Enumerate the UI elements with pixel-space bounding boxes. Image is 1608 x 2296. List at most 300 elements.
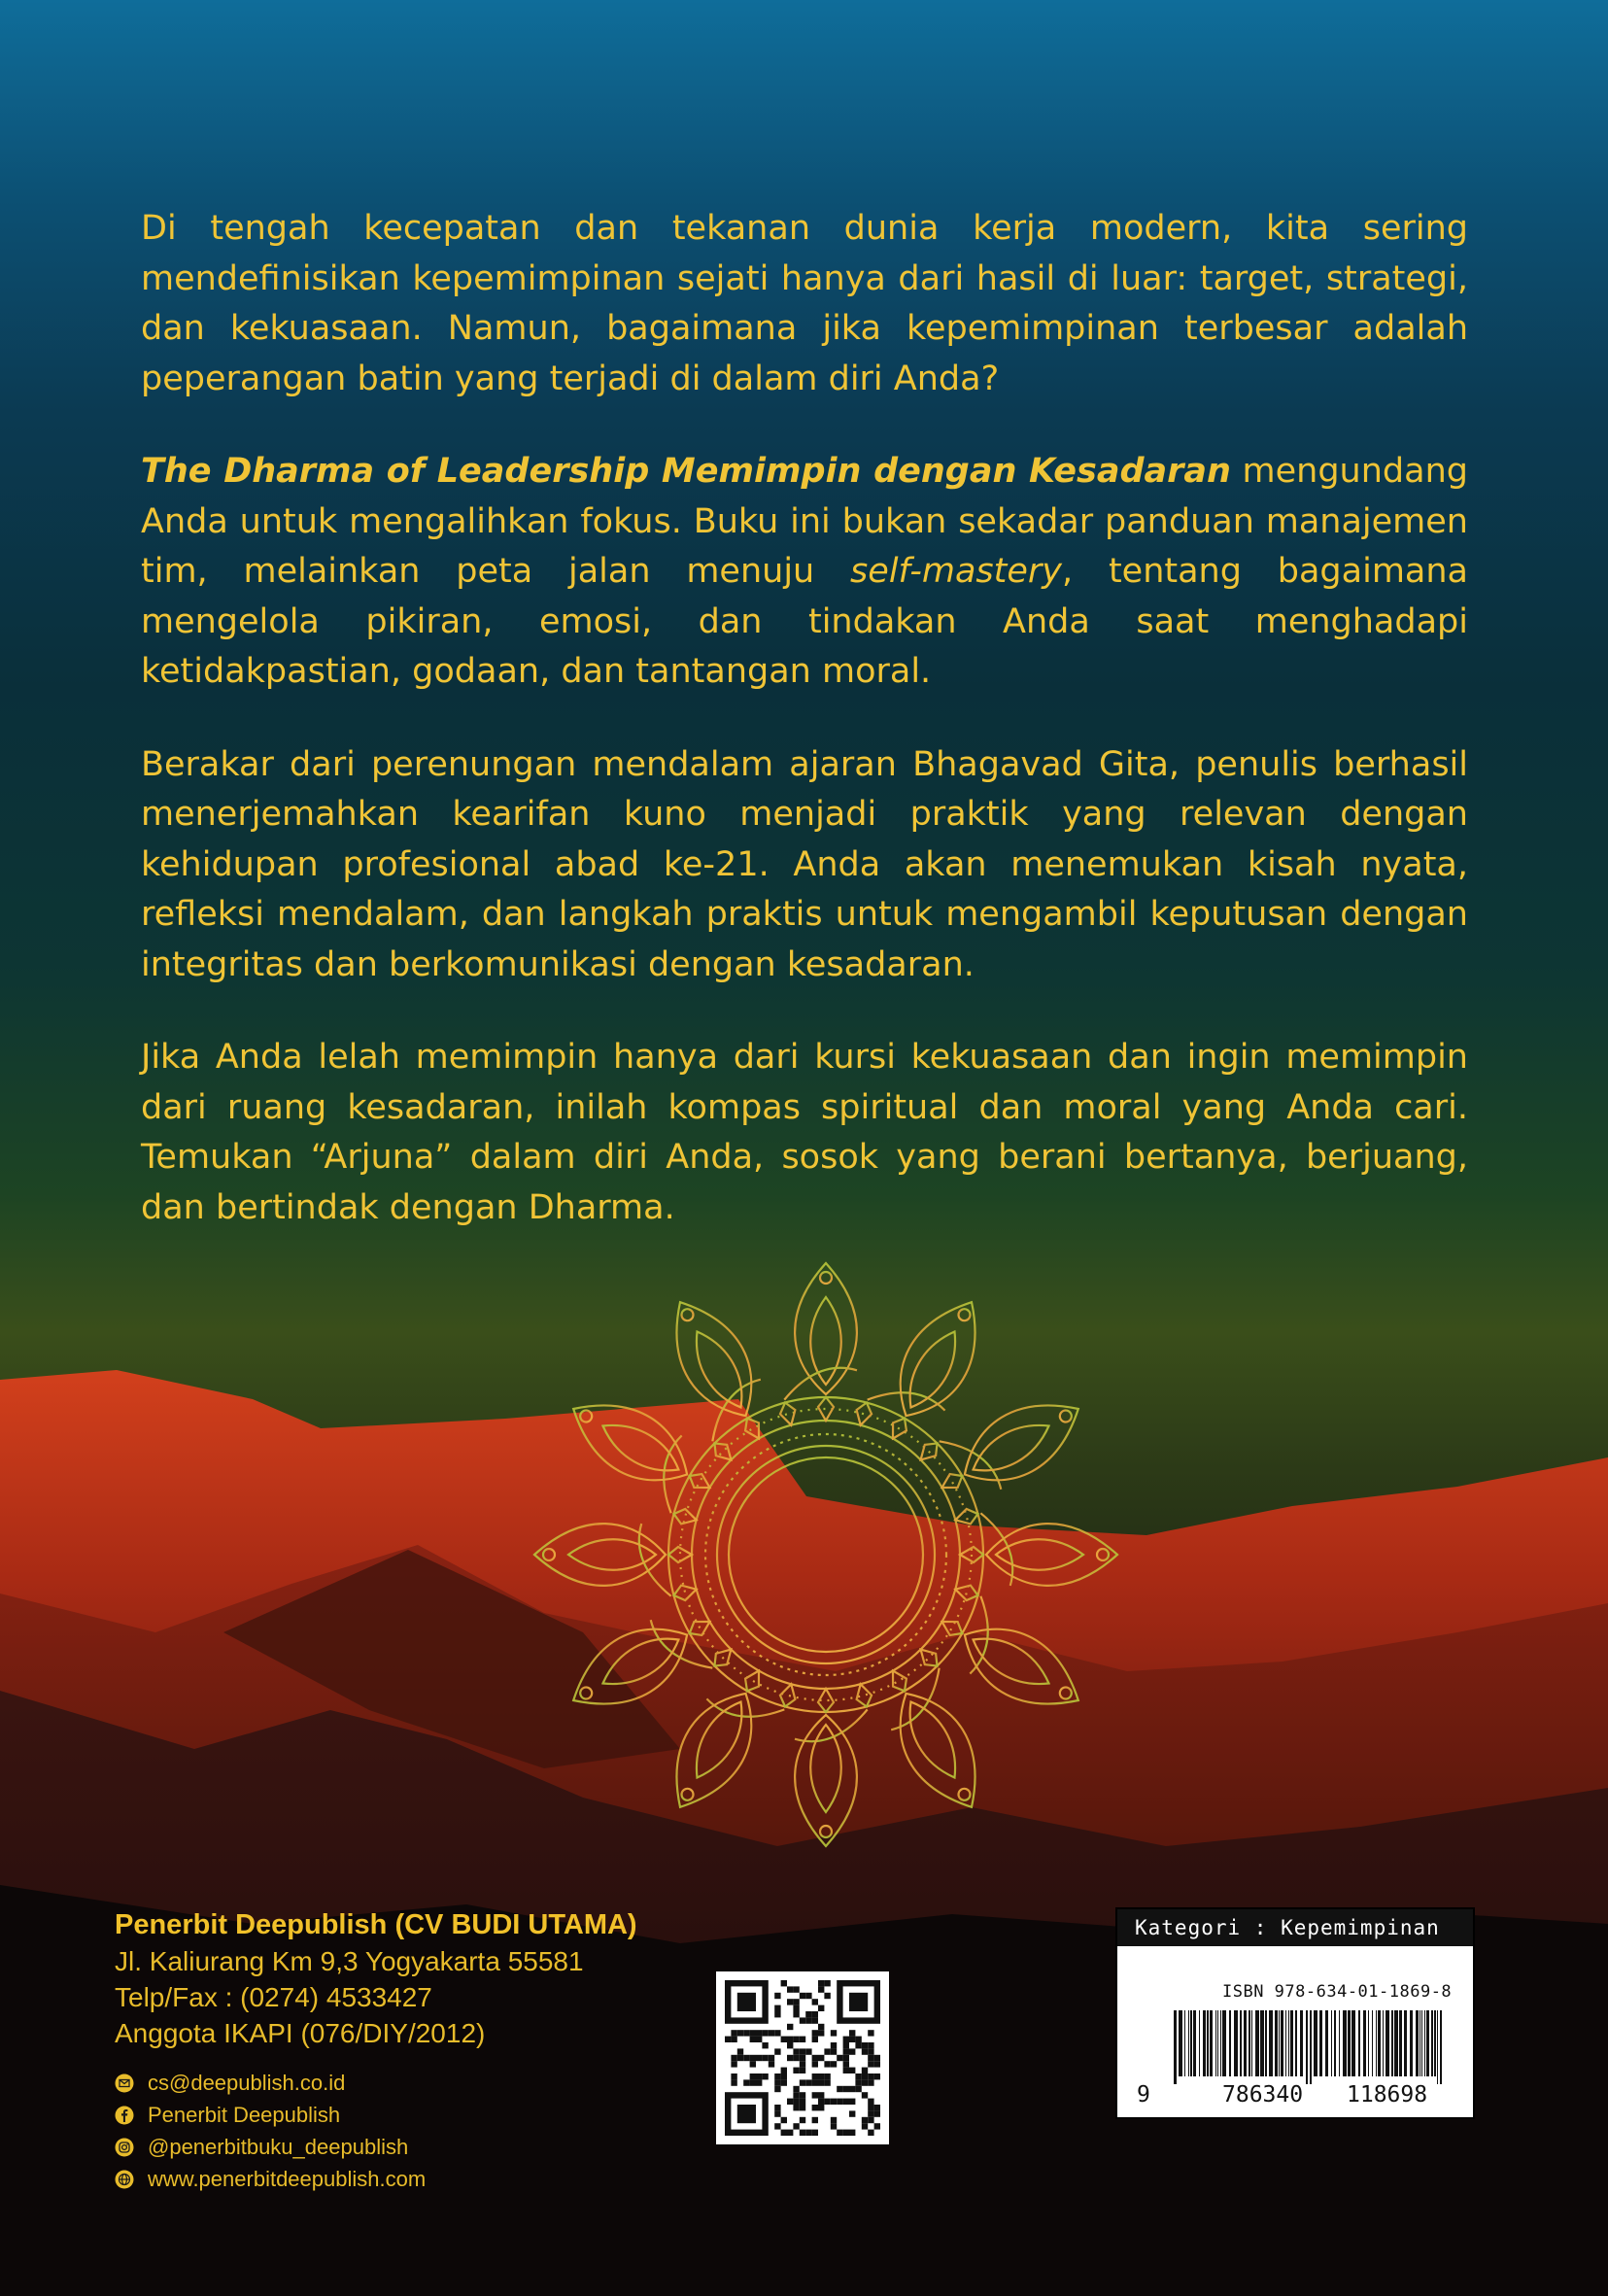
qr-module bbox=[731, 2055, 736, 2061]
qr-module bbox=[849, 2068, 855, 2073]
qr-module bbox=[837, 2055, 842, 2061]
qr-module bbox=[868, 2105, 873, 2110]
qr-module bbox=[731, 2037, 736, 2042]
qr-module bbox=[843, 2055, 849, 2061]
qr-module bbox=[868, 2117, 873, 2123]
qr-module bbox=[737, 2030, 743, 2036]
qr-module bbox=[793, 2068, 799, 2073]
qr-module bbox=[849, 2048, 855, 2054]
mandala-arc bbox=[961, 1596, 999, 1676]
mandala-inner-petal bbox=[966, 1413, 1057, 1483]
qr-module bbox=[868, 2130, 873, 2136]
mandala-diamond bbox=[668, 1547, 692, 1562]
qr-module bbox=[731, 2061, 736, 2067]
qr-module bbox=[787, 2130, 793, 2136]
mandala-arc bbox=[704, 1690, 784, 1728]
qr-module bbox=[793, 2092, 799, 2098]
qr-module bbox=[774, 2105, 780, 2110]
qr-module bbox=[843, 2061, 849, 2067]
barcode-bar bbox=[1281, 2010, 1283, 2076]
mandala-arc bbox=[654, 1433, 692, 1513]
qr-module bbox=[793, 2011, 799, 2017]
qr-module bbox=[793, 1986, 799, 1992]
qr-module bbox=[831, 2030, 837, 2036]
qr-module bbox=[774, 2030, 780, 2036]
barcode-bar bbox=[1386, 2010, 1389, 2076]
qr-module bbox=[793, 2055, 799, 2061]
barcode-bar bbox=[1265, 2010, 1267, 2076]
qr-module bbox=[781, 2073, 787, 2079]
qr-module bbox=[824, 2073, 830, 2079]
qr-module bbox=[818, 2099, 824, 2105]
qr-module bbox=[812, 1999, 818, 2005]
publisher-address: Jl. Kaliurang Km 9,3 Yogyakarta 55581 bbox=[115, 1946, 584, 1976]
mandala-diamond bbox=[818, 1397, 834, 1421]
mandala-dot bbox=[820, 1826, 832, 1837]
mandala-dot bbox=[543, 1549, 555, 1560]
qr-module bbox=[800, 2099, 805, 2105]
qr-module bbox=[874, 2110, 880, 2116]
qr-module bbox=[862, 2068, 868, 2073]
qr-module bbox=[769, 2061, 774, 2067]
mandala-diamond bbox=[686, 1469, 714, 1494]
qr-module bbox=[781, 2037, 787, 2042]
qr-module bbox=[800, 1993, 805, 1999]
contact-facebook[interactable] bbox=[115, 2099, 698, 2131]
qr-module bbox=[849, 2099, 855, 2105]
barcode-bar bbox=[1310, 2010, 1312, 2084]
qr-module bbox=[762, 2042, 768, 2048]
qr-module bbox=[800, 2037, 805, 2042]
barcode-bar bbox=[1319, 2010, 1322, 2076]
qr-module bbox=[818, 2073, 824, 2079]
mandala-arc bbox=[779, 1362, 859, 1400]
barcode-digits-right: 118698 bbox=[1347, 2082, 1428, 2108]
qr-module bbox=[824, 2079, 830, 2085]
qr-module bbox=[824, 2099, 830, 2105]
barcode-bar bbox=[1255, 2010, 1259, 2076]
qr-module bbox=[787, 1999, 793, 2005]
qr-module bbox=[868, 2079, 873, 2085]
mandala-diamond bbox=[709, 1438, 736, 1465]
qr-module bbox=[868, 2110, 873, 2116]
barcode-bar bbox=[1363, 2010, 1366, 2076]
isbn-number: ISBN 978-634-01-1869-8 bbox=[1222, 1982, 1453, 2002]
blurb-paragraph-2-part-b: , tentang bagaimana mengelola pikiran, emosi, dan tindakan Anda saat menghadapi ketidakpastian, godaan, dan tantangan moral. bbox=[141, 552, 1468, 691]
qr-module bbox=[774, 2123, 780, 2129]
qr-finder-center bbox=[849, 1993, 868, 2011]
mandala-outer-petal bbox=[558, 1382, 702, 1501]
barcode-bar bbox=[1220, 2010, 1221, 2076]
mandala-outer-petal bbox=[879, 1286, 999, 1431]
qr-module bbox=[774, 2110, 780, 2116]
qr-module bbox=[843, 2099, 849, 2105]
qr-finder-center bbox=[737, 1993, 756, 2011]
qr-module bbox=[837, 2130, 842, 2136]
qr-module bbox=[874, 2123, 880, 2129]
barcode-bar bbox=[1331, 2010, 1332, 2076]
qr-module bbox=[849, 2037, 855, 2042]
qr-module bbox=[849, 2130, 855, 2136]
qr-module bbox=[774, 2048, 780, 2054]
qr-module bbox=[774, 2086, 780, 2092]
mandala-diamond bbox=[939, 1615, 967, 1640]
qr-module bbox=[812, 2117, 818, 2123]
barcode-digit-first: 9 bbox=[1137, 2082, 1150, 2108]
barcode-bar bbox=[1288, 2010, 1289, 2076]
mandala-ornament bbox=[525, 1253, 1127, 1856]
mandala-inner-petal bbox=[810, 1297, 841, 1385]
qr-module bbox=[756, 2055, 762, 2061]
qr-finder-center bbox=[737, 2105, 756, 2123]
contact-email[interactable] bbox=[115, 2067, 698, 2099]
barcode-bar bbox=[1300, 2010, 1303, 2076]
barcode-bar bbox=[1199, 2010, 1200, 2076]
mandala-outer-petal bbox=[653, 1286, 772, 1431]
mandala-dot bbox=[1058, 1685, 1074, 1700]
qr-module bbox=[750, 2037, 756, 2042]
publisher-info bbox=[115, 1906, 698, 2195]
mandala-inner-petal bbox=[996, 1539, 1083, 1570]
mandala-dot bbox=[1097, 1549, 1109, 1560]
qr-module bbox=[849, 2086, 855, 2092]
barcode-digits-left: 786340 bbox=[1222, 2082, 1304, 2108]
qr-module bbox=[793, 2123, 799, 2129]
barcode-bar bbox=[1334, 2010, 1336, 2076]
qr-module bbox=[824, 2061, 830, 2067]
website-url: www.penerbitdeepublish.com bbox=[148, 2167, 427, 2191]
qr-module bbox=[781, 2068, 787, 2073]
qr-module bbox=[812, 2092, 818, 2098]
qr-module bbox=[862, 2048, 868, 2054]
qr-module bbox=[800, 2061, 805, 2067]
barcode-bar bbox=[1285, 2010, 1286, 2076]
qr-module bbox=[750, 2055, 756, 2061]
barcode-bar bbox=[1207, 2010, 1209, 2076]
barcode-bar bbox=[1376, 2010, 1377, 2076]
barcode-bar bbox=[1260, 2010, 1264, 2076]
qr-module bbox=[781, 2079, 787, 2085]
barcode-bar bbox=[1229, 2010, 1231, 2076]
qr-module bbox=[868, 2030, 873, 2036]
qr-module bbox=[787, 2024, 793, 2030]
qr-module bbox=[750, 2061, 756, 2067]
qr-module bbox=[800, 2048, 805, 2054]
qr-module bbox=[793, 2099, 799, 2105]
mandala-diamond bbox=[818, 1689, 834, 1712]
barcode-bar bbox=[1203, 2010, 1206, 2076]
barcode-bar bbox=[1217, 2010, 1218, 2076]
qr-module bbox=[737, 2048, 743, 2054]
qr-module bbox=[824, 2048, 830, 2054]
qr-module bbox=[731, 2073, 736, 2079]
qr-module bbox=[831, 2042, 837, 2048]
qr-module bbox=[774, 2011, 780, 2017]
mandala-diamond bbox=[740, 1667, 766, 1696]
facebook-page: Penerbit Deepublish bbox=[148, 2103, 341, 2127]
barcode-bar bbox=[1368, 2010, 1369, 2076]
qr-module bbox=[793, 2048, 799, 2054]
qr-module bbox=[874, 2055, 880, 2061]
qr-module bbox=[812, 2037, 818, 2042]
qr-module bbox=[855, 2086, 861, 2092]
qr-module bbox=[793, 2086, 799, 2092]
qr-module bbox=[781, 1980, 787, 1986]
qr-module bbox=[831, 2123, 837, 2129]
qr-module bbox=[831, 2099, 837, 2105]
qr-module bbox=[787, 2037, 793, 2042]
qr-module bbox=[762, 2073, 768, 2079]
blurb-paragraph-4: Jika Anda lelah memimpin hanya dari kursi kekuasaan dan ingin memimpin dari ruang kesadaran, inilah kompas spiritual dan moral yang Anda cari. Temukan “Arjuna” dalam diri Anda, sosok yang berani bertanya, berjuang, dan bertindak dengan Dharma. bbox=[141, 1038, 1468, 1227]
mandala-inner-petal bbox=[898, 1695, 968, 1786]
qr-module bbox=[800, 2130, 805, 2136]
email-address: cs@deepublish.co.id bbox=[148, 2071, 346, 2095]
qr-module bbox=[868, 2042, 873, 2048]
instagram-icon bbox=[115, 2138, 134, 2157]
barcode-bar bbox=[1383, 2010, 1384, 2076]
qr-module bbox=[743, 2055, 749, 2061]
qr-module bbox=[812, 2061, 818, 2067]
barcode-bar bbox=[1426, 2010, 1429, 2076]
qr-module bbox=[793, 1999, 799, 2005]
qr-module bbox=[862, 2073, 868, 2079]
qr-module bbox=[800, 2079, 805, 2085]
qr-module bbox=[849, 2030, 855, 2036]
barcode-bar bbox=[1378, 2010, 1381, 2076]
qr-module bbox=[818, 2105, 824, 2110]
qr-module bbox=[774, 2005, 780, 2011]
barcode-bar bbox=[1351, 2010, 1355, 2076]
barcode-bar bbox=[1190, 2010, 1192, 2076]
email-icon bbox=[115, 2073, 134, 2093]
qr-module bbox=[725, 2037, 731, 2042]
qr-module bbox=[831, 2117, 837, 2123]
barcode-bar bbox=[1391, 2010, 1393, 2076]
globe-icon bbox=[115, 2170, 134, 2189]
qr-module bbox=[812, 2030, 818, 2036]
barcode-bar bbox=[1339, 2010, 1340, 2076]
qr-module bbox=[805, 2011, 811, 2017]
qr-module bbox=[812, 2017, 818, 2023]
barcode-bar bbox=[1348, 2010, 1351, 2076]
qr-module bbox=[855, 2042, 861, 2048]
mandala-dot bbox=[956, 1307, 972, 1322]
qr-module bbox=[831, 2048, 837, 2054]
barcode-bar bbox=[1434, 2010, 1436, 2076]
self-mastery-term: self-mastery bbox=[850, 552, 1063, 591]
qr-module bbox=[855, 2073, 861, 2079]
barcode-bar bbox=[1410, 2010, 1413, 2076]
qr-module bbox=[818, 2079, 824, 2085]
barcode-bar bbox=[1399, 2010, 1402, 2076]
qr-module bbox=[800, 2068, 805, 2073]
barcode-bar bbox=[1279, 2010, 1280, 2076]
barcode-bar bbox=[1372, 2010, 1373, 2076]
qr-module bbox=[812, 2011, 818, 2017]
qr-module bbox=[855, 2079, 861, 2085]
barcode-bar bbox=[1269, 2010, 1273, 2076]
barcode bbox=[1174, 2010, 1444, 2084]
mandala-inner-petal bbox=[596, 1627, 687, 1696]
qr-module bbox=[843, 2086, 849, 2092]
mandala-outer-petal bbox=[653, 1678, 772, 1823]
blurb-paragraph-1: Di tengah kecepatan dan tekanan dunia kerja modern, kita sering mendefinisikan kepemimpinan sejati hanya dari hasil di luar: target, strategi, dan kekuasaan. Namun, bagaimana jika kepemimpinan terbesar adalah peperangan batin yang terjadi di dalam diri Anda? bbox=[141, 209, 1468, 398]
qr-module bbox=[874, 2061, 880, 2067]
qr-module bbox=[800, 2105, 805, 2110]
contact-instagram[interactable] bbox=[115, 2131, 698, 2163]
qr-code[interactable] bbox=[716, 1971, 889, 2144]
qr-module bbox=[862, 2123, 868, 2129]
qr-module bbox=[769, 2030, 774, 2036]
qr-module bbox=[800, 2055, 805, 2061]
qr-module bbox=[812, 2105, 818, 2110]
book-title-mention: The Dharma of Leadership Memimpin dengan Kesadaran bbox=[141, 452, 1231, 491]
qr-module bbox=[787, 1986, 793, 1992]
barcode-bar bbox=[1244, 2010, 1247, 2076]
qr-module bbox=[874, 2073, 880, 2079]
qr-module bbox=[756, 2073, 762, 2079]
qr-module bbox=[787, 2055, 793, 2061]
qr-module bbox=[787, 2042, 793, 2048]
barcode-bar bbox=[1421, 2010, 1422, 2076]
barcode-bar bbox=[1210, 2010, 1213, 2076]
qr-module bbox=[756, 2079, 762, 2085]
qr-code-graphic bbox=[716, 1971, 889, 2144]
barcode-bar bbox=[1343, 2010, 1347, 2076]
mandala-diamond bbox=[740, 1415, 766, 1443]
qr-module bbox=[868, 2073, 873, 2079]
barcode-bar bbox=[1179, 2010, 1182, 2076]
barcode-bar bbox=[1440, 2010, 1442, 2084]
back-cover-blurb bbox=[141, 204, 1468, 1276]
qr-module bbox=[862, 2079, 868, 2085]
barcode-bar bbox=[1222, 2010, 1226, 2076]
barcode-bar bbox=[1290, 2010, 1293, 2076]
mandala-diamond bbox=[915, 1644, 942, 1671]
qr-module bbox=[750, 2073, 756, 2079]
qr-module bbox=[812, 2073, 818, 2079]
qr-module bbox=[743, 2079, 749, 2085]
mandala-dot bbox=[578, 1685, 594, 1700]
qr-module bbox=[805, 2130, 811, 2136]
qr-module bbox=[812, 2130, 818, 2136]
mandala-dot bbox=[956, 1787, 972, 1802]
barcode-bar bbox=[1240, 2010, 1242, 2076]
mandala-inner-petal bbox=[810, 1725, 841, 1812]
qr-module bbox=[818, 2005, 824, 2011]
barcode-bar bbox=[1174, 2010, 1177, 2084]
mandala-outer-petal bbox=[949, 1382, 1094, 1501]
qr-module bbox=[781, 2130, 787, 2136]
mandala-diamond bbox=[886, 1667, 911, 1696]
qr-module bbox=[818, 2055, 824, 2061]
qr-module bbox=[868, 2055, 873, 2061]
qr-module bbox=[762, 2055, 768, 2061]
contact-website[interactable] bbox=[115, 2163, 698, 2195]
qr-module bbox=[843, 2042, 849, 2048]
qr-module bbox=[824, 1993, 830, 1999]
qr-module bbox=[793, 2105, 799, 2110]
qr-module bbox=[731, 2030, 736, 2036]
barcode-bar bbox=[1234, 2010, 1238, 2076]
qr-module bbox=[812, 2079, 818, 2085]
mandala-outer-petal bbox=[949, 1608, 1094, 1728]
qr-module bbox=[805, 2048, 811, 2054]
facebook-icon bbox=[115, 2106, 134, 2125]
qr-module bbox=[818, 2092, 824, 2098]
qr-module bbox=[831, 2061, 837, 2067]
qr-module bbox=[812, 2055, 818, 2061]
barcode-bar bbox=[1275, 2010, 1278, 2076]
qr-module bbox=[793, 2005, 799, 2011]
qr-module bbox=[843, 2130, 849, 2136]
qr-module bbox=[868, 2099, 873, 2105]
qr-module bbox=[818, 2030, 824, 2036]
qr-module bbox=[762, 2030, 768, 2036]
category-label: Kategori : Kepemimpinan bbox=[1117, 1909, 1473, 1946]
mandala-diamond bbox=[939, 1469, 967, 1494]
qr-module bbox=[793, 2037, 799, 2042]
qr-module bbox=[805, 1993, 811, 1999]
isbn-barcode-box bbox=[1115, 1907, 1475, 2119]
barcode-bar bbox=[1251, 2010, 1252, 2076]
qr-module bbox=[862, 2117, 868, 2123]
qr-module bbox=[824, 1980, 830, 1986]
mandala-dot bbox=[679, 1307, 695, 1322]
qr-module bbox=[843, 2048, 849, 2054]
qr-module bbox=[750, 2030, 756, 2036]
mandala-inner-petal bbox=[568, 1539, 656, 1570]
blurb-paragraph-3: Berakar dari perenungan mendalam ajaran Bhagavad Gita, penulis berhasil menerjemahkan kearifan kuno menjadi praktik yang relevan dengan kehidupan profesional abad ke-21. Anda akan menemukan kisah nyata, refleksi mendalam, dan langkah praktis untuk mengambil keputusan dengan integritas dan berkomunikasi dengan kesadaran. bbox=[141, 744, 1468, 984]
barcode-bar bbox=[1184, 2010, 1185, 2076]
barcode-bar bbox=[1193, 2010, 1196, 2076]
barcode-bar bbox=[1314, 2010, 1317, 2076]
qr-module bbox=[750, 2079, 756, 2085]
barcode-bar bbox=[1431, 2010, 1433, 2076]
publisher-ikapi-member: Anggota IKAPI (076/DIY/2012) bbox=[115, 2018, 486, 2048]
mandala-inner-petal bbox=[684, 1324, 754, 1416]
mandala-arc bbox=[868, 1383, 947, 1421]
qr-module bbox=[774, 1993, 780, 1999]
qr-module bbox=[843, 2068, 849, 2073]
barcode-bar bbox=[1306, 2010, 1308, 2084]
qr-module bbox=[855, 2037, 861, 2042]
barcode-bar bbox=[1188, 2010, 1189, 2076]
instagram-handle: @penerbitbuku_deepublish bbox=[148, 2135, 409, 2159]
qr-module bbox=[781, 2117, 787, 2123]
barcode-bar bbox=[1295, 2010, 1297, 2076]
qr-module bbox=[787, 2099, 793, 2105]
barcode-bar bbox=[1437, 2010, 1438, 2084]
qr-module bbox=[737, 2055, 743, 2061]
qr-module bbox=[774, 2079, 780, 2085]
blurb-paragraph-2 bbox=[141, 447, 1468, 698]
publisher-name: Penerbit Deepublish (CV BUDI UTAMA) bbox=[115, 1909, 637, 1940]
qr-module bbox=[774, 2073, 780, 2079]
barcode-bar bbox=[1215, 2010, 1216, 2076]
barcode-bar bbox=[1404, 2010, 1407, 2076]
qr-module bbox=[818, 1980, 824, 1986]
barcode-bar bbox=[1424, 2010, 1425, 2076]
qr-module bbox=[862, 2042, 868, 2048]
qr-module bbox=[818, 2024, 824, 2030]
qr-module bbox=[868, 2061, 873, 2067]
qr-module bbox=[800, 2017, 805, 2023]
mandala-dot bbox=[1058, 1408, 1074, 1423]
mandala-outer-petal bbox=[879, 1678, 999, 1823]
qr-module bbox=[843, 2037, 849, 2042]
barcode-bar bbox=[1394, 2010, 1398, 2076]
